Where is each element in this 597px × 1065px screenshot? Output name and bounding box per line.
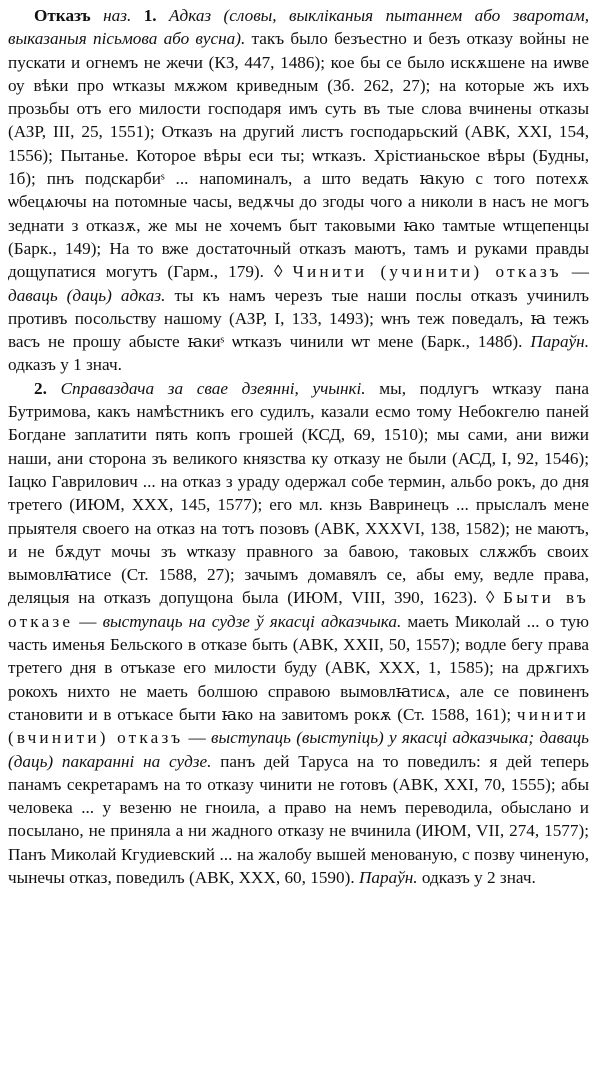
sense-1-cross-reference: одказъ у 1 знач.: [8, 355, 122, 375]
sense-2-phrase-2: чинити (вчинити) отказъ: [8, 704, 590, 748]
sense-1-number: 1.: [143, 6, 157, 25]
sense-2-phrase-1-citations: маеть Миколай ... о тую часть именья Бельского в отказе быть (АВК, XXII, 50, 1557); водле бегу права третего дня в отъказе его милости буду (АВК, XXX, 1, 1585); на дрѫгихъ рокохъ нихто не маеть болшою справою вымовлꙗтисѧ, але се повиненъ становити и в отъкасе быти ꙗко на завитомъ рокѫ (Ст. 1588, 161);: [8, 611, 590, 724]
sense-2-number: 2.: [34, 378, 47, 398]
sense-2-cross-reference: одказъ у 2 знач.: [417, 867, 536, 887]
headword: Отказъ: [34, 6, 91, 25]
entry-sense-2-paragraph: [8, 377, 589, 890]
sense-2-phrase-2-citations: панъ дей Таруса на то поведилъ: я дей теперь панамъ секретарамъ на то отказу чинити не готовъ (АВК, XXI, 70, 1555); абы человека ... у везеню не гноила, а право на немъ переводила, обыслано и посылано, не приняла а ни жадного отказу не вчинила (ИЮМ, VII, 274, 1577); Панъ Миколай Кгудиевский ... на жалобу вышей менованую, с позву чиненую, чынечы отказ, поведилъ (АВК, XXX, 60, 1590).: [8, 751, 589, 887]
sense-2-phrase-1-definition: выступаць на судзе ў якасці адказчыка.: [102, 611, 402, 631]
sense-2-definition: Справаздача за свае дзеянні, учынкі.: [60, 378, 366, 398]
sense-1-phrase-definition: даваць (даць) адказ.: [8, 285, 166, 305]
sense-1-phrase: Чинити (учинити) отказъ: [292, 262, 562, 282]
phrase-marker-icon: ◊: [485, 588, 495, 608]
sense-2-phrase-1: Быти въ отказе: [8, 588, 589, 631]
sense-1-phrase-dash: —: [561, 262, 589, 282]
sense-2-citations: мы, подлугъ ѡтказу пана Бутримова, какъ намѣстникъ его судилъ, казали есмо тому Небокгелю паней Богдане заплатити пять копъ грошей (КСД, 69, 1510); мы сами, ани вижи наши, ани сторона зъ великого князства ку отказу не были (АСД, I, 92, 1546); Іацко Гаврилович ... на отказ з ураду одержал собе термин, альбо рокъ, до дня третего (ИЮМ, XXX, 145, 1577); его мл. кнзь Вавринецъ ... прыслалъ мене прыятеля своего на отказ на тотъ позовъ (АВК, XXXVI, 138, 1582); не маютъ, и не бѫдут мочы зъ ѡтказу правного за бавою, таковых слѫжбъ своих вымовлꙗтисе (Ст. 1588, 27); зачымъ домавялъ се, абы ему, ведле права, деляцыя на отказъ допущона была (ИЮМ, VIII, 390, 1623).: [8, 378, 589, 608]
sense-1-phrase-citations: ты къ намъ черезъ тые наши послы отказъ учинилъ противъ посольству нашому (АЗР, I, 133, 1493); ѡнъ теж поведалъ, ꙗ тежъ васъ не прошу абысте ꙗкиˢ ѡтказъ чинили ѡт мене (Барк., 148б).: [8, 285, 589, 352]
sense-1-definition: Адказ (словы, выкліканыя пытаннем або зваротам, выказаныя пісьмова або вусна).: [8, 6, 590, 49]
entry-sense-1-paragraph: [8, 4, 589, 377]
sense-1-citations: такъ было безъестно и безъ отказу войны не пускати и огнемъ не жечи (КЗ, 447, 1486); кое бы се было искѫшене на иѡве оу вѣки про ѡтказы мѫжом криведным (Зб. 262, 27); на которые жъ ихъ прозьбы отъ его милости господаря имъ суть въ тые слова вчинены отказы (АЗР, III, 25, 1551); Отказъ на другий листъ господарьский (АВК, XXI, 154, 1556); Пытанье. Которое вѣры еси ты; ѡтказъ. Хрістианьское вѣры (Будны, 1б); пнъ подскарбиˢ ... напоминалъ, а што ведать ꙗкую с того потехѫ ѡбецѧючы на потомные часы, ведѫчы до згоды чого а николи в насъ не могъ зеднати з отказѫ, же мы не хочемъ быт таковыми ꙗко тамтые ѡтщепенцы (Барк., 149); На то вже достаточный отказъ маютъ, тамъ и руками правды дощупатися могутъ (Гарм., 179).: [8, 29, 589, 282]
phrase-marker-icon: ◊: [274, 262, 283, 282]
sense-2-phrase-2-definition: выступаць (выступіць) у якасці адказчыка; даваць (даць) пакаранні на судзе.: [8, 728, 589, 771]
sense-2-phrase-1-dash: —: [73, 611, 103, 631]
sense-2-cross-reference-label: Параўн.: [358, 867, 418, 887]
sense-1-cross-reference-label: Параўн.: [530, 332, 589, 352]
grammar-label: наз.: [103, 6, 132, 25]
sense-2-phrase-2-dash: —: [183, 728, 211, 748]
